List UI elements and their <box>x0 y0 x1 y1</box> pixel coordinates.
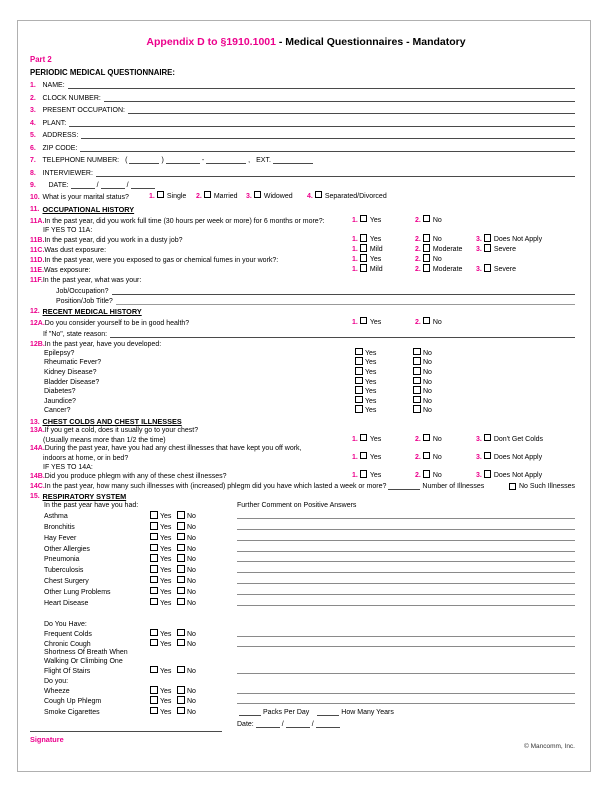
field-row-name: 1. NAME: <box>30 77 575 90</box>
date-label: DATE: <box>48 182 69 189</box>
yes-checkbox[interactable] <box>150 707 158 715</box>
question-14b: 14B. Did you produce phlegm with any of these chest illnesses? 1. Yes 2. No 3. Does Not Apply <box>30 472 543 481</box>
clock-number-label: CLOCK NUMBER: <box>42 94 101 102</box>
resp-row-smoke-cigarettes: Smoke Cigarettes Yes No Packs Per Day How Many Years <box>44 708 394 716</box>
comment-fill-line[interactable] <box>237 594 575 595</box>
occupational-history-title: OCCUPATIONAL HISTORY <box>42 204 135 214</box>
no-checkbox[interactable] <box>413 405 421 413</box>
no-checkbox[interactable] <box>177 666 185 674</box>
no-checkbox[interactable] <box>177 533 185 541</box>
question-11b: 11B. In the past year, did you work in a dusty job? 1. Yes 2. No 3. Does Not Apply <box>30 236 543 245</box>
no-checkbox[interactable] <box>413 367 421 375</box>
no-checkbox[interactable] <box>413 348 421 356</box>
phone-prefix-blank[interactable] <box>166 157 200 164</box>
q14a-does-not-apply-checkbox[interactable] <box>484 452 492 460</box>
field-row-present-occupation: 3. PRESENT OCCUPATION: <box>30 102 575 115</box>
question-11d: 11D. In the past year, were you exposed to gas or chemical fumes in your work?: 1. Yes 2. No <box>30 256 442 265</box>
marital-question: What is your marital status? <box>42 193 129 201</box>
no-checkbox[interactable] <box>177 639 185 647</box>
how-many-years-label: How Many Years <box>341 708 394 716</box>
field-row-date: 9. DATE: / / <box>30 177 575 190</box>
shortness-line1: Shortness Of Breath When <box>44 649 128 657</box>
ext-blank[interactable] <box>273 157 313 164</box>
date-day-blank[interactable] <box>101 182 125 189</box>
name-fill-line[interactable] <box>68 82 575 89</box>
q11e-moderate-checkbox[interactable] <box>423 264 431 272</box>
comment-fill-line[interactable] <box>237 636 575 637</box>
respiratory-system-title: RESPIRATORY SYSTEM <box>42 492 127 502</box>
resp-row-tuberculosis: Tuberculosis Yes No <box>30 564 575 575</box>
q11e-mild-checkbox[interactable] <box>360 264 368 272</box>
q14b-yes-checkbox[interactable] <box>360 470 368 478</box>
question-13a-line2: (Usually means more than 1/2 the time) 1. Yes 2. No 3. Don't Get Colds <box>43 435 544 444</box>
resp-row-frequent-colds: Frequent Colds Yes No <box>30 629 575 639</box>
comment-fill-line[interactable] <box>237 673 575 674</box>
resp-row-bronchitis: Bronchitis Yes No <box>30 521 575 532</box>
resp-row-chronic-cough: Chronic Cough Yes No <box>30 639 575 649</box>
condition-row-diabetes: Diabetes? Yes No <box>44 388 432 396</box>
present-occupation-label: PRESENT OCCUPATION: <box>42 107 125 114</box>
no-checkbox[interactable] <box>413 377 421 385</box>
recent-medical-history-title: RECENT MEDICAL HISTORY <box>42 306 142 316</box>
question-14c: 14C. In the past year, how many such illnesses with (increased) phlegm did you have which lasted a week or more? Number of Illnesses No Such Illnesses <box>30 483 575 491</box>
q12a-no-checkbox[interactable] <box>423 317 431 325</box>
no-checkbox[interactable] <box>177 707 185 715</box>
single-label: Single <box>166 192 187 200</box>
do-you-heading: Do you: <box>44 678 69 686</box>
yes-checkbox[interactable] <box>150 544 158 552</box>
question-12a: 12A. Do you consider yourself to be in good health? 1. Yes 2. No <box>30 318 442 327</box>
present-occupation-fill-line[interactable] <box>128 107 575 114</box>
q11d-yes-checkbox[interactable] <box>360 254 368 262</box>
number-of-illnesses-label: Number of Illnesses <box>422 483 485 491</box>
page-title <box>0 37 612 48</box>
yes-checkbox[interactable] <box>150 587 158 595</box>
q11c-severe-checkbox[interactable] <box>484 244 492 252</box>
interviewer-fill-line[interactable] <box>96 170 575 177</box>
telephone-label: TELEPHONE NUMBER: <box>42 157 120 164</box>
job-occupation-label: Job/Occupation? <box>56 287 109 295</box>
if-yes-14a-note: IF YES TO 14A: <box>43 463 93 471</box>
resp-row-cough-up-phlegm: Cough Up Phlegm Yes No <box>30 696 575 706</box>
shortness-line2: Walking Or Climbing One <box>44 657 123 665</box>
no-checkbox[interactable] <box>177 522 185 530</box>
q11a-no-checkbox[interactable] <box>423 215 431 223</box>
chest-colds-title: CHEST COLDS AND CHEST ILLNESSES <box>42 417 182 427</box>
packs-per-day-label: Packs Per Day <box>263 708 310 716</box>
plant-fill-line[interactable] <box>69 120 575 127</box>
condition-row-epilepsy: Epilepsy? Yes No <box>44 349 432 357</box>
question-13a-line1: 13A. If you get a cold, does it usually go to your chest? <box>30 427 199 435</box>
question-11f: 11F. In the past year, what was your: <box>30 277 142 285</box>
widowed-label: Widowed <box>263 192 293 200</box>
no-checkbox[interactable] <box>177 576 185 584</box>
widowed-checkbox[interactable] <box>254 191 262 199</box>
condition-row-jaundice: Jaundice? Yes No <box>44 397 432 405</box>
packs-per-day-blank[interactable] <box>239 709 261 716</box>
resp-row-wheeze: Wheeze Yes No <box>30 686 575 696</box>
name-label: NAME: <box>42 82 65 89</box>
yes-checkbox[interactable] <box>150 511 158 519</box>
question-11a: 11A. In the past year, did you work full time (30 hours per week or more) for 6 months or more?: 1. Yes 2. No <box>30 216 442 225</box>
married-label: Married <box>213 192 238 200</box>
no-checkbox[interactable] <box>177 686 185 694</box>
condition-row-bladder-disease: Bladder Disease? Yes No <box>44 378 432 386</box>
comment-fill-line[interactable] <box>237 572 575 573</box>
condition-row-kidney-disease: Kidney Disease? Yes No <box>44 369 432 377</box>
ext-label: EXT. <box>256 157 271 164</box>
condition-row-rheumatic-fever: Rheumatic Fever? Yes No <box>44 359 432 367</box>
zip-code-label: ZIP CODE: <box>42 144 78 152</box>
yes-checkbox[interactable] <box>355 405 363 413</box>
area-code-blank[interactable] <box>129 157 159 164</box>
question-11e: 11E. Was exposure: 1. Mild 2. Moderate 3. Severe <box>30 266 517 275</box>
resp-row-asthma: Asthma Yes No <box>30 510 575 521</box>
no-checkbox[interactable] <box>177 565 185 573</box>
sig-date-year-blank[interactable] <box>316 721 340 728</box>
q12a-yes-checkbox[interactable] <box>360 317 368 325</box>
yes-checkbox[interactable] <box>355 348 363 356</box>
section-recent-medical-history: 12. RECENT MEDICAL HISTORY <box>30 306 142 316</box>
comment-column-header: Further Comment on Positive Answers <box>237 502 357 510</box>
question-14a-line2: indoors at home, or in bed? 1. Yes 2. No 3. Does Not Apply <box>43 453 543 462</box>
comment-fill-line[interactable] <box>237 605 575 606</box>
job-occupation-row <box>30 284 575 294</box>
comment-fill-line[interactable] <box>237 518 575 519</box>
no-such-illnesses-checkbox[interactable] <box>509 483 517 491</box>
yes-checkbox[interactable] <box>150 565 158 573</box>
field-row-interviewer: 8. INTERVIEWER: <box>30 164 575 177</box>
comment-fill-line[interactable] <box>237 583 575 584</box>
part-label: Part 2 <box>30 55 52 65</box>
yes-checkbox[interactable] <box>150 666 158 674</box>
signature-label: Signature <box>30 735 64 744</box>
yes-checkbox[interactable] <box>150 696 158 704</box>
signature-date-row: Date: / / <box>237 721 342 728</box>
resp-row-other-allergies: Other Allergies Yes No <box>30 543 575 554</box>
if-yes-11a-note: IF YES TO 11A: <box>43 227 93 235</box>
clock-number-fill-line[interactable] <box>104 95 575 102</box>
comment-fill-line[interactable] <box>237 703 575 704</box>
phone-suffix-blank[interactable] <box>206 157 246 164</box>
title-appendix: Appendix D to §1910.1001 <box>146 36 276 48</box>
sig-date-month-blank[interactable] <box>256 721 280 728</box>
comment-fill-line[interactable] <box>237 551 575 552</box>
question-marital-status: 10. What is your marital status? 1. Single 2. Married 3. Widowed 4. Separated/Divorced <box>30 192 387 201</box>
question-14a-line1: 14A. During the past year, have you had any chest illnesses that have kept you off work, <box>30 444 302 452</box>
q13a-dont-get-colds-checkbox[interactable] <box>484 434 492 442</box>
job-occupation-fill-line[interactable] <box>112 288 575 295</box>
do-you-have-heading: Do You Have: <box>44 620 87 628</box>
comment-fill-line[interactable] <box>237 529 575 530</box>
no-checkbox[interactable] <box>177 598 185 606</box>
state-reason-label: If "No", state reason: <box>43 331 108 339</box>
q11b-yes-checkbox[interactable] <box>360 234 368 242</box>
condition-row-cancer: Cancer? Yes No <box>44 407 432 415</box>
yes-checkbox[interactable] <box>355 377 363 385</box>
yes-checkbox[interactable] <box>150 598 158 606</box>
no-checkbox[interactable] <box>177 511 185 519</box>
q14b-does-not-apply-checkbox[interactable] <box>484 470 492 478</box>
signature-line[interactable] <box>30 731 222 732</box>
state-reason-row <box>30 327 575 339</box>
field-row-clock-number: 2. CLOCK NUMBER: <box>30 89 575 102</box>
form-heading: PERIODIC MEDICAL QUESTIONNAIRE: <box>30 67 175 77</box>
illness-count-blank[interactable] <box>388 483 420 490</box>
sig-date-day-blank[interactable] <box>286 721 310 728</box>
field-row-plant: 4. PLANT: <box>30 114 575 127</box>
zip-code-fill-line[interactable] <box>80 145 575 152</box>
smoke-cigarettes-label: Smoke Cigarettes <box>44 708 100 716</box>
no-checkbox[interactable] <box>177 629 185 637</box>
yes-checkbox[interactable] <box>355 357 363 365</box>
field-row-zip-code: 6. ZIP CODE: <box>30 139 575 152</box>
address-fill-line[interactable] <box>81 132 575 139</box>
no-checkbox[interactable] <box>413 386 421 394</box>
comment-fill-line[interactable] <box>237 540 575 541</box>
comment-fill-line[interactable] <box>237 561 575 562</box>
section-respiratory-system: 15. RESPIRATORY SYSTEM <box>30 492 127 502</box>
question-12b: 12B. In the past year, have you developed: <box>30 341 162 349</box>
yes-checkbox[interactable] <box>150 533 158 541</box>
footer-date-label: Date: <box>237 721 254 728</box>
section-occupational-history: 11. OCCUPATIONAL HISTORY <box>30 204 135 214</box>
position-job-title-label: Position/Job Title? <box>56 297 113 305</box>
position-job-title-fill-line[interactable] <box>116 298 575 305</box>
yes-checkbox[interactable] <box>150 576 158 584</box>
date-year-blank[interactable] <box>131 182 155 189</box>
q11c-moderate-checkbox[interactable] <box>423 244 431 252</box>
form-body <box>30 51 575 717</box>
no-checkbox[interactable] <box>177 696 185 704</box>
yes-checkbox[interactable] <box>150 629 158 637</box>
q13a-yes-checkbox[interactable] <box>360 434 368 442</box>
field-row-address: 5. ADDRESS: <box>30 127 575 140</box>
married-checkbox[interactable] <box>204 191 212 199</box>
resp-row-chest-surgery: Chest Surgery Yes No <box>30 575 575 586</box>
resp-row-pneumonia: Pneumonia Yes No <box>30 554 575 565</box>
q11e-severe-checkbox[interactable] <box>484 264 492 272</box>
title-rest: - Medical Questionnaires - Mandatory <box>275 36 466 48</box>
yes-checkbox[interactable] <box>355 396 363 404</box>
respiratory-intro-row <box>30 500 575 510</box>
how-many-years-blank[interactable] <box>317 709 339 716</box>
no-checkbox[interactable] <box>413 396 421 404</box>
yes-checkbox[interactable] <box>150 639 158 647</box>
q11a-yes-checkbox[interactable] <box>360 215 368 223</box>
separated-divorced-checkbox[interactable] <box>315 191 323 199</box>
yes-checkbox[interactable] <box>150 522 158 530</box>
section-chest-colds: 13. CHEST COLDS AND CHEST ILLNESSES <box>30 417 182 427</box>
copyright-notice: © Mancomm, Inc. <box>523 743 575 750</box>
q14b-no-checkbox[interactable] <box>423 470 431 478</box>
plant-label: PLANT: <box>42 119 67 127</box>
q13a-no-checkbox[interactable] <box>423 434 431 442</box>
comment-fill-line[interactable] <box>237 646 575 647</box>
resp-row-shortness-of-breath: Flight Of Stairs Yes No <box>30 666 575 676</box>
date-month-blank[interactable] <box>71 182 95 189</box>
yes-checkbox[interactable] <box>355 367 363 375</box>
address-label: ADDRESS: <box>42 132 79 139</box>
yes-checkbox[interactable] <box>150 554 158 562</box>
q14a-yes-checkbox[interactable] <box>360 452 368 460</box>
no-such-illnesses-label: No Such Illnesses <box>518 483 575 491</box>
yes-checkbox[interactable] <box>150 686 158 694</box>
no-checkbox[interactable] <box>413 357 421 365</box>
q11b-does-not-apply-checkbox[interactable] <box>484 234 492 242</box>
no-checkbox[interactable] <box>177 554 185 562</box>
position-job-title-row <box>30 295 575 305</box>
resp-row-hay-fever: Hay Fever Yes No <box>30 532 575 543</box>
separated-divorced-label: Separated/Divorced <box>324 192 387 200</box>
resp-row-other-lung-problems: Other Lung Problems Yes No <box>30 586 575 597</box>
q14a-no-checkbox[interactable] <box>423 452 431 460</box>
no-checkbox[interactable] <box>177 587 185 595</box>
q11d-no-checkbox[interactable] <box>423 254 431 262</box>
single-checkbox[interactable] <box>157 191 165 199</box>
no-checkbox[interactable] <box>177 544 185 552</box>
interviewer-label: INTERVIEWER: <box>42 169 93 177</box>
question-11c: 11C. Was dust exposure: 1. Mild 2. Moderate 3. Severe <box>30 246 517 255</box>
respiratory-intro-label: In the past year have you had: <box>44 502 139 510</box>
yes-checkbox[interactable] <box>355 386 363 394</box>
resp-row-heart-disease: Heart Disease Yes No <box>30 597 575 608</box>
field-row-telephone: 7. TELEPHONE NUMBER: ( ) - , EXT. <box>30 152 575 165</box>
q11c-mild-checkbox[interactable] <box>360 244 368 252</box>
q11b-no-checkbox[interactable] <box>423 234 431 242</box>
state-reason-fill-line[interactable] <box>110 331 575 338</box>
comment-fill-line[interactable] <box>237 693 575 694</box>
